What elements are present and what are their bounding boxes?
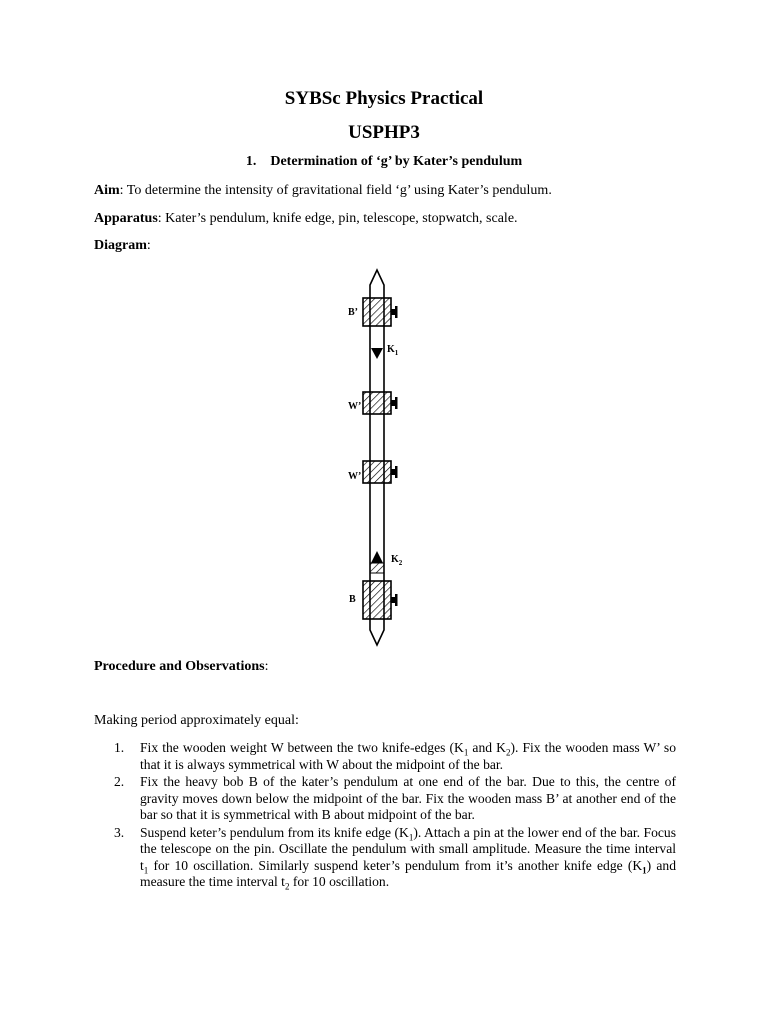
- apparatus-line: [94, 211, 518, 227]
- aim-label: Aim: [94, 183, 120, 198]
- apparatus-text: : Kater’s pendulum, knife edge, pin, telescope, stopwatch, scale.: [157, 211, 518, 226]
- label-w-prime-lower: W’: [348, 471, 362, 482]
- mass-w-prime-upper: [363, 392, 398, 414]
- label-k1: $K_1$: [387, 344, 399, 357]
- step-number: 2.: [114, 774, 125, 789]
- apparatus-label: Apparatus: [94, 211, 158, 226]
- procedure-colon: :: [264, 659, 269, 674]
- experiment-heading: [0, 154, 768, 170]
- label-k2: $K_2$: [391, 554, 403, 567]
- procedure-steps: [94, 740, 676, 892]
- label-b: B: [349, 594, 356, 605]
- label-w-prime-upper: W’: [348, 401, 362, 412]
- procedure-step: 1. Fix the wooden weight W between the two knife-edges ($K_1$ and $K_2$). Fix the wooden mass W’ so that it is always symmetrical with W about the midpoint of the bar.: [114, 740, 676, 772]
- step-number: 3.: [114, 824, 125, 840]
- procedure-intro: Making period approximately equal:: [94, 713, 299, 728]
- step-number: 1.: [114, 740, 125, 755]
- aim-text: : To determine the intensity of gravitational field ‘g’ using Kater’s pendulum.: [119, 183, 552, 198]
- diagram-line: [94, 238, 151, 254]
- course-code: USPHP3: [348, 122, 420, 143]
- label-b-prime: B’: [348, 307, 358, 318]
- mass-w-prime-lower: [363, 461, 398, 483]
- bob-b: [363, 581, 398, 619]
- procedure-step: 3. Suspend keter’s pendulum from its knife edge $(K_1)$. Attach a pin at the lower end of the bar. Focus the telescope on the pin. Oscillate the pendulum with small amplitude. Measure the time interval $t_1$ for 10 oscillation. Similarly suspend keter’s pendulum from it’s another knife edge $(K_1)$ and measure the time interval $t_2$ for 10 oscillation.: [114, 824, 677, 892]
- diagram-label: Diagram: [94, 238, 147, 253]
- aim-line: [94, 183, 552, 199]
- document-title: SYBSc Physics Practical: [284, 88, 484, 109]
- mass-b-prime: [363, 298, 398, 326]
- experiment-title: Determination of ‘g’ by Kater’s pendulum: [270, 154, 523, 169]
- procedure-step: 2. Fix the heavy bob B of the kater’s pendulum at one end of the bar. Due to this, the centre of gravity moves down below the midpoint of the bar. Fix the wooden mass B’ at another end of the bar so that it is symmetrical with B about midpoint of the bar.: [114, 774, 676, 822]
- procedure-label: Procedure and Observations: [94, 659, 265, 674]
- procedure-heading: [94, 659, 269, 675]
- experiment-number: 1.: [245, 154, 257, 169]
- katers-pendulum-diagram: [330, 265, 440, 650]
- diagram-colon: :: [146, 238, 151, 253]
